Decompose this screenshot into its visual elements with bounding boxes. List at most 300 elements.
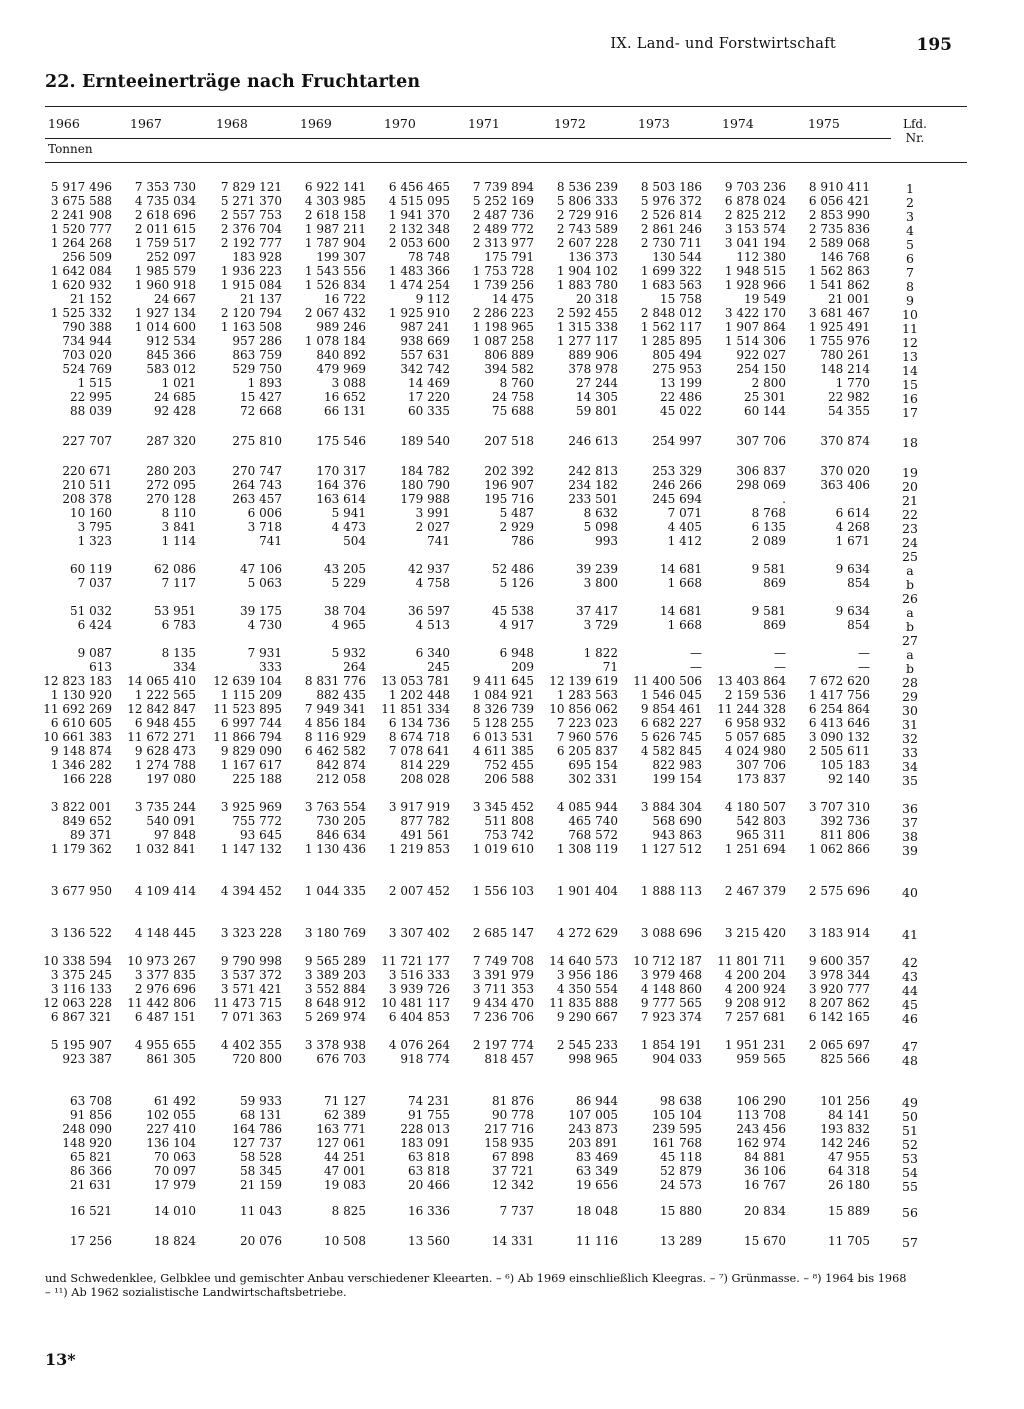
table-cell: 193 832 bbox=[820, 1122, 870, 1136]
table-cell: 8 910 411 bbox=[808, 180, 870, 194]
row-number: 8 bbox=[906, 279, 914, 294]
table-cell: 1 901 404 bbox=[556, 884, 618, 898]
table-cell: 170 317 bbox=[316, 464, 366, 478]
table-cell: 9 434 470 bbox=[472, 996, 534, 1010]
table-cell: 16 722 bbox=[324, 292, 366, 306]
table-cell: 7 749 708 bbox=[472, 954, 534, 968]
table-cell: 7 960 576 bbox=[556, 730, 618, 744]
table-cell: 9 600 357 bbox=[808, 954, 870, 968]
table-cell: 1 822 bbox=[583, 646, 618, 660]
table-cell: 15 880 bbox=[660, 1204, 702, 1218]
table-cell: 6 205 837 bbox=[556, 744, 618, 758]
table-cell: 22 995 bbox=[70, 390, 112, 404]
table-cell: 91 755 bbox=[408, 1108, 450, 1122]
table-cell: 24 573 bbox=[660, 1178, 702, 1192]
table-cell: 5 932 bbox=[331, 646, 366, 660]
table-cell: 21 137 bbox=[240, 292, 282, 306]
row-number: 24 bbox=[902, 535, 918, 550]
table-cell: 7 117 bbox=[161, 576, 196, 590]
row-number: 51 bbox=[902, 1123, 918, 1138]
table-cell: 912 534 bbox=[146, 334, 196, 348]
table-cell: 9 411 645 bbox=[472, 674, 534, 688]
footnote-line-2: – ¹¹) Ab 1962 sozialistische Landwirtschaftsbetriebe. bbox=[45, 1286, 347, 1299]
table-cell: 811 806 bbox=[820, 828, 870, 842]
table-cell: 6 456 465 bbox=[388, 180, 450, 194]
row-number: 55 bbox=[902, 1179, 918, 1194]
row-number: 20 bbox=[902, 479, 918, 494]
table-row bbox=[0, 250, 1024, 264]
table-cell: 11 400 506 bbox=[633, 674, 702, 688]
table-cell: 2 286 223 bbox=[472, 306, 534, 320]
table-cell: 8 135 bbox=[161, 646, 196, 660]
table-cell: 254 997 bbox=[652, 434, 702, 448]
table-cell: 19 083 bbox=[324, 1178, 366, 1192]
table-cell: 7 223 023 bbox=[556, 716, 618, 730]
table-cell: 68 131 bbox=[240, 1108, 282, 1122]
table-cell: 2 800 bbox=[751, 376, 786, 390]
table-cell: 4 200 204 bbox=[724, 968, 786, 982]
table-cell: 6 682 227 bbox=[640, 716, 702, 730]
table-cell: 220 671 bbox=[62, 464, 112, 478]
year-header-1973: 1973 bbox=[638, 116, 670, 131]
table-cell: 1 044 335 bbox=[304, 884, 366, 898]
table-cell: 2 505 611 bbox=[808, 744, 870, 758]
table-cell: 10 973 267 bbox=[127, 954, 196, 968]
table-row bbox=[0, 744, 1024, 758]
table-cell: 3 375 245 bbox=[50, 968, 112, 982]
table-cell: 4 611 385 bbox=[472, 744, 534, 758]
table-cell: 6 922 141 bbox=[304, 180, 366, 194]
row-number: 1 bbox=[906, 181, 914, 196]
table-cell: 861 305 bbox=[146, 1052, 196, 1066]
table-cell: 195 716 bbox=[484, 492, 534, 506]
table-row bbox=[0, 520, 1024, 534]
table-cell: 21 159 bbox=[240, 1178, 282, 1192]
table-cell: 790 388 bbox=[62, 320, 112, 334]
table-cell: 557 631 bbox=[400, 348, 450, 362]
table-cell: 12 823 183 bbox=[43, 674, 112, 688]
table-cell: 254 150 bbox=[736, 362, 786, 376]
table-cell: 2 132 348 bbox=[388, 222, 450, 236]
table-row bbox=[0, 884, 1024, 898]
table-cell: 239 595 bbox=[652, 1122, 702, 1136]
table-cell: 2 575 696 bbox=[808, 884, 870, 898]
table-row bbox=[0, 800, 1024, 814]
table-cell: 184 782 bbox=[400, 464, 450, 478]
table-cell: 846 634 bbox=[316, 828, 366, 842]
table-cell: 2 489 772 bbox=[472, 222, 534, 236]
table-cell: 989 246 bbox=[316, 320, 366, 334]
table-cell: 5 626 745 bbox=[640, 730, 702, 744]
table-cell: 91 856 bbox=[70, 1108, 112, 1122]
table-row bbox=[0, 1122, 1024, 1136]
table-cell: 14 475 bbox=[492, 292, 534, 306]
row-number: 16 bbox=[902, 391, 918, 406]
table-cell: 44 251 bbox=[324, 1150, 366, 1164]
table-cell: 4 402 355 bbox=[220, 1038, 282, 1052]
table-cell: 60 144 bbox=[744, 404, 786, 418]
table-cell: — bbox=[774, 646, 786, 660]
row-number: 52 bbox=[902, 1137, 918, 1152]
table-cell: 869 bbox=[763, 576, 786, 590]
table-cell: 806 889 bbox=[484, 348, 534, 362]
table-cell: 89 371 bbox=[70, 828, 112, 842]
table-cell: 9 634 bbox=[835, 562, 870, 576]
table-row bbox=[0, 968, 1024, 982]
table-cell: 148 214 bbox=[820, 362, 870, 376]
table-cell: 6 404 853 bbox=[388, 1010, 450, 1024]
table-cell: 1 062 866 bbox=[808, 842, 870, 856]
table-cell: 62 086 bbox=[154, 562, 196, 576]
table-cell: 11 244 328 bbox=[717, 702, 786, 716]
table-cell: 14 331 bbox=[492, 1234, 534, 1248]
table-cell: 307 706 bbox=[736, 758, 786, 772]
table-cell: 845 366 bbox=[146, 348, 196, 362]
table-cell: 805 494 bbox=[652, 348, 702, 362]
row-number: 15 bbox=[902, 377, 918, 392]
table-row bbox=[0, 954, 1024, 968]
table-cell: 3 917 919 bbox=[388, 800, 450, 814]
table-cell: 2 526 814 bbox=[640, 208, 702, 222]
table-cell: 21 001 bbox=[828, 292, 870, 306]
table-cell: 2 197 774 bbox=[472, 1038, 534, 1052]
table-row bbox=[0, 632, 1024, 646]
table-cell: 1 770 bbox=[835, 376, 870, 390]
table-cell: 7 236 706 bbox=[472, 1010, 534, 1024]
table-cell: 3 925 969 bbox=[220, 800, 282, 814]
table-cell: 3 377 835 bbox=[134, 968, 196, 982]
table-cell: 6 948 bbox=[499, 646, 534, 660]
table-cell: 987 241 bbox=[400, 320, 450, 334]
table-cell: 20 834 bbox=[744, 1204, 786, 1218]
table-cell: 7 737 bbox=[499, 1204, 534, 1218]
table-cell: 1 167 617 bbox=[220, 758, 282, 772]
table-cell: 1 130 920 bbox=[50, 688, 112, 702]
table-cell: 78 748 bbox=[408, 250, 450, 264]
row-number: 57 bbox=[902, 1235, 918, 1250]
table-cell: 904 033 bbox=[652, 1052, 702, 1066]
table-cell: 4 148 860 bbox=[640, 982, 702, 996]
table-cell: 59 933 bbox=[240, 1094, 282, 1108]
table-cell: 16 521 bbox=[70, 1204, 112, 1218]
table-cell: 225 188 bbox=[232, 772, 282, 786]
table-cell: 1 114 bbox=[161, 534, 196, 548]
table-cell: 2 089 bbox=[751, 534, 786, 548]
table-cell: 3 822 001 bbox=[50, 800, 112, 814]
table-cell: 998 965 bbox=[568, 1052, 618, 1066]
table-cell: 3 800 bbox=[583, 576, 618, 590]
table-cell: 6 783 bbox=[161, 618, 196, 632]
table-cell: 228 013 bbox=[400, 1122, 450, 1136]
table-cell: 112 380 bbox=[736, 250, 786, 264]
table-cell: 88 039 bbox=[70, 404, 112, 418]
table-cell: 20 466 bbox=[408, 1178, 450, 1192]
table-cell: 8 825 bbox=[331, 1204, 366, 1218]
table-cell: 1 787 904 bbox=[304, 236, 366, 250]
table-cell: 882 435 bbox=[316, 688, 366, 702]
row-number: b bbox=[905, 577, 914, 592]
table-row bbox=[0, 404, 1024, 418]
row-number: 42 bbox=[902, 955, 918, 970]
table-cell: 755 772 bbox=[232, 814, 282, 828]
year-header-1974: 1974 bbox=[722, 116, 754, 131]
table-row bbox=[0, 688, 1024, 702]
table-cell: 102 055 bbox=[146, 1108, 196, 1122]
table-cell: 13 560 bbox=[408, 1234, 450, 1248]
row-number: 54 bbox=[902, 1165, 918, 1180]
table-cell: 307 706 bbox=[736, 434, 786, 448]
table-cell: 3 677 950 bbox=[50, 884, 112, 898]
table-cell: 730 205 bbox=[316, 814, 366, 828]
table-cell: 4 350 554 bbox=[556, 982, 618, 996]
table-cell: 1 147 132 bbox=[220, 842, 282, 856]
table-cell: 4 024 980 bbox=[724, 744, 786, 758]
table-cell: 14 010 bbox=[154, 1204, 196, 1218]
table-row bbox=[0, 478, 1024, 492]
table-cell: 394 582 bbox=[484, 362, 534, 376]
table-cell: 39 175 bbox=[240, 604, 282, 618]
table-cell: 2 545 233 bbox=[556, 1038, 618, 1052]
table-cell: 3 041 194 bbox=[724, 236, 786, 250]
table-row bbox=[0, 492, 1024, 506]
table-cell: 3 323 228 bbox=[220, 926, 282, 940]
year-header-1970: 1970 bbox=[384, 116, 416, 131]
table-cell: 869 bbox=[763, 618, 786, 632]
table-cell: 8 326 739 bbox=[472, 702, 534, 716]
table-cell: 7 257 681 bbox=[724, 1010, 786, 1024]
table-cell: 189 540 bbox=[400, 434, 450, 448]
table-cell: 840 892 bbox=[316, 348, 366, 362]
table-cell: 70 063 bbox=[154, 1150, 196, 1164]
table-cell: 9 208 912 bbox=[724, 996, 786, 1010]
table-cell: 957 286 bbox=[232, 334, 282, 348]
table-cell: 818 457 bbox=[484, 1052, 534, 1066]
table-cell: 11 866 794 bbox=[213, 730, 282, 744]
table-row bbox=[0, 306, 1024, 320]
table-cell: 60 119 bbox=[70, 562, 112, 576]
table-row bbox=[0, 264, 1024, 278]
table-cell: 4 148 445 bbox=[134, 926, 196, 940]
table-cell: 234 182 bbox=[568, 478, 618, 492]
table-cell: 854 bbox=[847, 576, 870, 590]
table-row bbox=[0, 1150, 1024, 1164]
table-cell: 11 705 bbox=[828, 1234, 870, 1248]
table-cell: 1 556 103 bbox=[472, 884, 534, 898]
row-number: 53 bbox=[902, 1151, 918, 1166]
table-cell: 4 180 507 bbox=[724, 800, 786, 814]
table-cell: 245 bbox=[427, 660, 450, 674]
table-row bbox=[0, 334, 1024, 348]
table-cell: 5 098 bbox=[583, 520, 618, 534]
row-number: 27 bbox=[902, 633, 918, 648]
table-cell: 2 159 536 bbox=[724, 688, 786, 702]
table-cell: 4 513 bbox=[415, 618, 450, 632]
table-cell: 2 730 711 bbox=[640, 236, 702, 250]
table-cell: 2 685 147 bbox=[472, 926, 534, 940]
table-cell: 180 790 bbox=[400, 478, 450, 492]
table-row bbox=[0, 1108, 1024, 1122]
year-header-1975: 1975 bbox=[808, 116, 840, 131]
table-cell: 1 202 448 bbox=[388, 688, 450, 702]
table-cell: 1 642 084 bbox=[50, 264, 112, 278]
table-cell: 3 516 333 bbox=[388, 968, 450, 982]
table-cell: 20 076 bbox=[240, 1234, 282, 1248]
table-cell: 70 097 bbox=[154, 1164, 196, 1178]
table-cell: 86 944 bbox=[576, 1094, 618, 1108]
table-cell: 4 473 bbox=[331, 520, 366, 534]
table-cell: 8 110 bbox=[161, 506, 196, 520]
table-cell: 741 bbox=[259, 534, 282, 548]
table-cell: 60 335 bbox=[408, 404, 450, 418]
table-cell: 10 712 187 bbox=[633, 954, 702, 968]
table-cell: 4 405 bbox=[667, 520, 702, 534]
table-cell: 1 960 918 bbox=[134, 278, 196, 292]
table-cell: 1 084 921 bbox=[472, 688, 534, 702]
table-cell: 4 515 095 bbox=[388, 194, 450, 208]
table-row bbox=[0, 464, 1024, 478]
table-cell: 3 795 bbox=[77, 520, 112, 534]
table-cell: 105 104 bbox=[652, 1108, 702, 1122]
table-cell: 1 948 515 bbox=[724, 264, 786, 278]
table-cell: 242 813 bbox=[568, 464, 618, 478]
row-number: 11 bbox=[902, 321, 918, 336]
table-cell: 1 927 134 bbox=[134, 306, 196, 320]
table-cell: 370 020 bbox=[820, 464, 870, 478]
table-cell: 5 271 370 bbox=[220, 194, 282, 208]
table-cell: 53 951 bbox=[154, 604, 196, 618]
year-header-1969: 1969 bbox=[300, 116, 332, 131]
table-cell: 92 428 bbox=[154, 404, 196, 418]
table-cell: 363 406 bbox=[820, 478, 870, 492]
table-cell: 52 486 bbox=[492, 562, 534, 576]
table-cell: 511 808 bbox=[484, 814, 534, 828]
table-cell: 5 917 496 bbox=[50, 180, 112, 194]
table-cell: 19 549 bbox=[744, 292, 786, 306]
table-cell: 4 582 845 bbox=[640, 744, 702, 758]
table-cell: 5 487 bbox=[499, 506, 534, 520]
table-cell: 10 856 062 bbox=[549, 702, 618, 716]
table-cell: 9 148 874 bbox=[50, 744, 112, 758]
table-cell: 11 473 715 bbox=[213, 996, 282, 1010]
table-cell: 1 264 268 bbox=[50, 236, 112, 250]
table-cell: 243 873 bbox=[568, 1122, 618, 1136]
table-cell: 1 562 117 bbox=[640, 320, 702, 334]
table-cell: 8 648 912 bbox=[304, 996, 366, 1010]
table-cell: 253 329 bbox=[652, 464, 702, 478]
table-cell: 63 818 bbox=[408, 1164, 450, 1178]
table-cell: 1 222 565 bbox=[134, 688, 196, 702]
table-cell: 529 750 bbox=[232, 362, 282, 376]
table-cell: 36 106 bbox=[744, 1164, 786, 1178]
table-cell: 1 893 bbox=[247, 376, 282, 390]
table-cell: 6 340 bbox=[415, 646, 450, 660]
table-cell: 392 736 bbox=[820, 814, 870, 828]
table-cell: 8 831 776 bbox=[304, 674, 366, 688]
table-cell: 86 366 bbox=[70, 1164, 112, 1178]
year-header-1967: 1967 bbox=[130, 116, 162, 131]
table-cell: 16 652 bbox=[324, 390, 366, 404]
table-cell: 3 088 bbox=[331, 376, 366, 390]
table-cell: 45 118 bbox=[660, 1150, 702, 1164]
table-cell: — bbox=[690, 646, 702, 660]
table-cell: 1 274 788 bbox=[134, 758, 196, 772]
table-cell: 3 991 bbox=[415, 506, 450, 520]
table-cell: 65 821 bbox=[70, 1150, 112, 1164]
table-cell: 2 729 916 bbox=[556, 208, 618, 222]
table-cell: 61 492 bbox=[154, 1094, 196, 1108]
table-cell: 3 735 244 bbox=[134, 800, 196, 814]
table-cell: 17 979 bbox=[154, 1178, 196, 1192]
table-cell: 15 889 bbox=[828, 1204, 870, 1218]
table-cell: 6 610 605 bbox=[50, 716, 112, 730]
table-cell: 175 791 bbox=[484, 250, 534, 264]
table-row bbox=[0, 506, 1024, 520]
row-number: 6 bbox=[906, 251, 914, 266]
table-cell: 768 572 bbox=[568, 828, 618, 842]
table-cell: 11 442 806 bbox=[127, 996, 196, 1010]
table-cell: 3 090 132 bbox=[808, 730, 870, 744]
table-cell: 504 bbox=[343, 534, 366, 548]
table-cell: 101 256 bbox=[820, 1094, 870, 1108]
table-cell: 4 303 985 bbox=[304, 194, 366, 208]
row-number: 22 bbox=[902, 507, 918, 522]
table-cell: 183 928 bbox=[232, 250, 282, 264]
table-cell: 1 546 045 bbox=[640, 688, 702, 702]
table-cell: 47 955 bbox=[828, 1150, 870, 1164]
row-number: 49 bbox=[902, 1095, 918, 1110]
row-number: 38 bbox=[902, 829, 918, 844]
row-number: 31 bbox=[902, 717, 918, 732]
table-cell: 8 674 718 bbox=[388, 730, 450, 744]
table-cell: 11 801 711 bbox=[717, 954, 786, 968]
table-cell: 465 740 bbox=[568, 814, 618, 828]
row-number: 12 bbox=[902, 335, 918, 350]
table-cell: 1 078 184 bbox=[304, 334, 366, 348]
table-cell: 7 923 374 bbox=[640, 1010, 702, 1024]
table-row bbox=[0, 278, 1024, 292]
table-cell: 47 001 bbox=[324, 1164, 366, 1178]
table-cell: 3 153 574 bbox=[724, 222, 786, 236]
table-cell: 863 759 bbox=[232, 348, 282, 362]
table-cell: 158 935 bbox=[484, 1136, 534, 1150]
table-cell: 136 104 bbox=[146, 1136, 196, 1150]
table-cell: 7 829 121 bbox=[220, 180, 282, 194]
table-cell: 245 694 bbox=[652, 492, 702, 506]
table-cell: 8 503 186 bbox=[640, 180, 702, 194]
table-cell: 127 737 bbox=[232, 1136, 282, 1150]
row-number: 33 bbox=[902, 745, 918, 760]
table-cell: 113 708 bbox=[736, 1108, 786, 1122]
row-number: 50 bbox=[902, 1109, 918, 1124]
table-cell: 889 906 bbox=[568, 348, 618, 362]
table-cell: 3 884 304 bbox=[640, 800, 702, 814]
table-cell: 1 515 bbox=[77, 376, 112, 390]
table-cell: 2 065 697 bbox=[808, 1038, 870, 1052]
table-cell: 11 116 bbox=[576, 1234, 618, 1248]
table-cell: 298 069 bbox=[736, 478, 786, 492]
table-cell: 199 154 bbox=[652, 772, 702, 786]
table-row bbox=[0, 236, 1024, 250]
table-cell: 1 928 966 bbox=[724, 278, 786, 292]
row-number: 7 bbox=[906, 265, 914, 280]
table-cell: 1 412 bbox=[667, 534, 702, 548]
row-number: 21 bbox=[902, 493, 918, 508]
table-cell: 98 638 bbox=[660, 1094, 702, 1108]
row-number: 10 bbox=[902, 307, 918, 322]
table-cell: 280 203 bbox=[146, 464, 196, 478]
table-cell: 5 941 bbox=[331, 506, 366, 520]
row-number: 2 bbox=[906, 195, 914, 210]
